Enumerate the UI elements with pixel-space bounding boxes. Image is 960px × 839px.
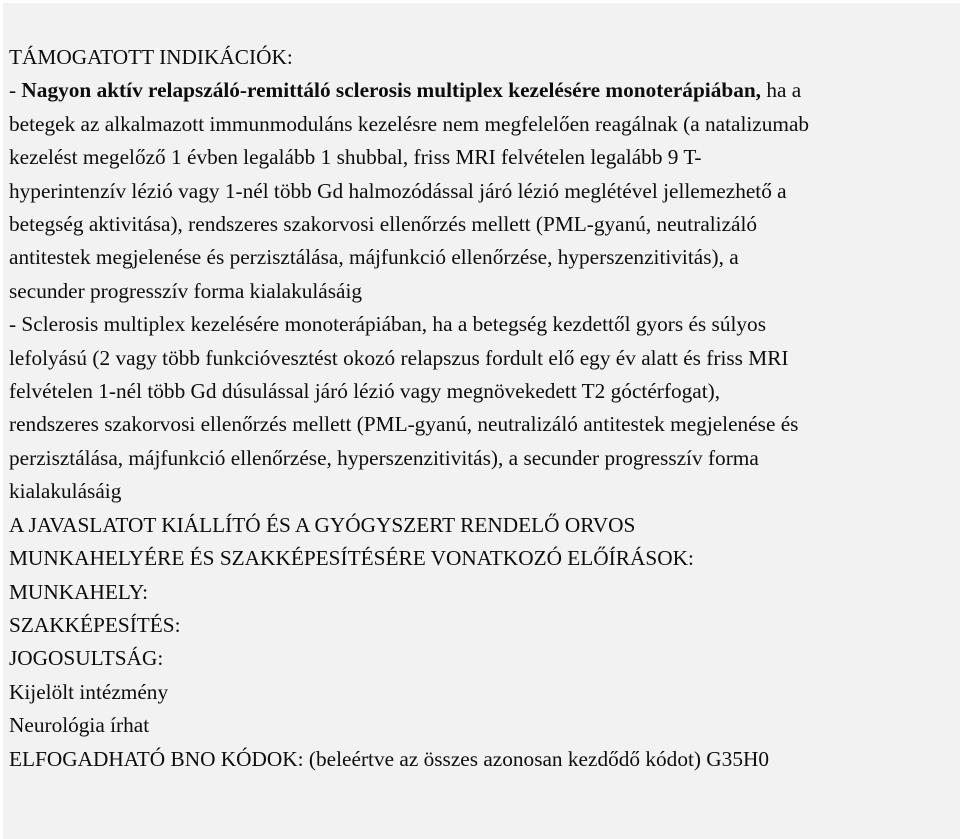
indications-heading: TÁMOGATOTT INDIKÁCIÓK: — [9, 45, 293, 69]
indication-1-line-5: betegség aktivitása), rendszeres szakorvosi ellenőrzés mellett (PML-gyanú, neutralizáló — [9, 212, 758, 237]
indication-2-line-6: kialakulásáig — [9, 479, 122, 504]
indication-1-dash: - — [9, 78, 22, 103]
indication-1-line-1 — [9, 74, 954, 107]
indication-1-bold-title: Nagyon aktív relapszáló-remittáló sclerosis multiplex kezelésére monoterápiában, — [21, 78, 762, 103]
indication-1-line-2: betegek az alkalmazott immunmoduláns kezelésre nem megfelelően reagálnak (a natalizumab — [9, 111, 810, 136]
entitlement-label: JOGOSULTSÁG: — [9, 646, 164, 671]
indication-1-line-1-rest: ha a — [761, 78, 802, 103]
prescriber-heading-line-1: A JAVASLATOT KIÁLLÍTÓ ÉS A GYÓGYSZERT RENDELŐ ORVOS — [9, 512, 636, 537]
bno-codes: ELFOGADHATÓ BNO KÓDOK: (beleértve az összes azonosan kezdődő kódot) G35H0 — [9, 746, 770, 771]
indication-1-line-4: hyperintenzív lézió vagy 1-nél több Gd halmozódással járó lézió meglétével jellemezhető a — [9, 178, 787, 203]
prescriber-heading-line-2: MUNKAHELYÉRE ÉS SZAKKÉPESÍTÉSÉRE VONATKOZÓ ELŐÍRÁSOK: — [9, 546, 694, 571]
designated-institution: Kijelölt intézmény — [9, 679, 169, 704]
workplace-label: MUNKAHELY: — [9, 579, 149, 604]
indication-2-line-3: felvételen 1-nél több Gd dúsulással járó lézió vagy megnövekedett T2 góctérfogat), — [9, 379, 721, 404]
neurology-prescribe: Neurológia írhat — [9, 713, 150, 738]
indication-2-line-4: rendszeres szakorvosi ellenőrzés mellett (PML-gyanú, neutralizáló antitestek megjelenése és — [9, 412, 799, 437]
indication-2-line-5: perzisztálása, májfunkció ellenőrzése, hyperszenzitivitás), a secunder progresszív forma — [9, 445, 759, 470]
indication-2-line-2: lefolyású (2 vagy több funkcióvesztést okozó relapszus fordult elő egy év alatt és friss MRI — [9, 345, 789, 370]
indication-1-line-6: antitestek megjelenése és perzisztálása, májfunkció ellenőrzése, hyperszenzitivitás), a — [9, 245, 739, 270]
qualification-label: SZAKKÉPESÍTÉS: — [9, 612, 181, 637]
indication-1-line-7: secunder progresszív forma kialakulásáig — [9, 278, 363, 303]
document-body — [9, 41, 954, 776]
indication-1-line-3: kezelést megelőző 1 évben legalább 1 shubbal, friss MRI felvételen legalább 9 T- — [9, 145, 702, 170]
indication-2-line-1: - Sclerosis multiplex kezelésére monoterápiában, ha a betegség kezdettől gyors és súlyos — [9, 312, 766, 337]
